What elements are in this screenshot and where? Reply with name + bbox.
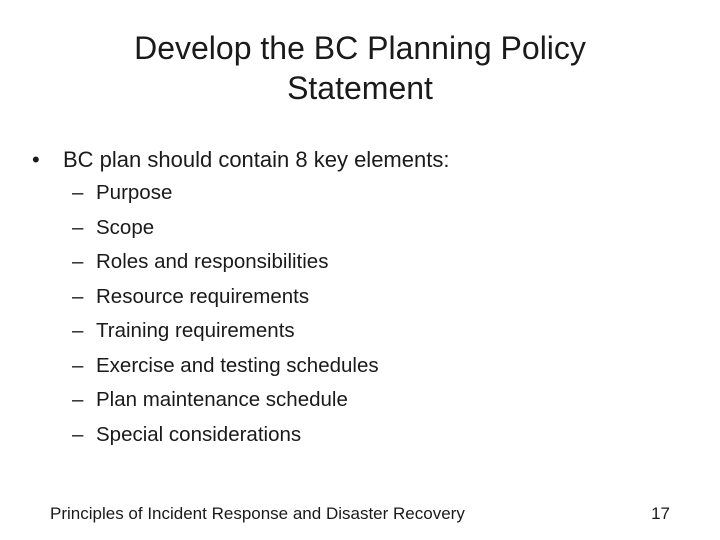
- page-number: 17: [651, 504, 670, 523]
- list-item: [72, 283, 379, 318]
- list-item-text: Roles and responsibilities: [96, 250, 329, 273]
- list-item: [72, 352, 379, 387]
- list-item: [72, 421, 379, 456]
- main-bullet: [32, 146, 449, 174]
- list-item: [72, 179, 379, 214]
- dash-marker: –: [72, 284, 84, 308]
- slide-title: [60, 28, 660, 108]
- list-item-text: Special considerations: [96, 422, 302, 446]
- dash-marker: –: [72, 422, 84, 446]
- list-item-text: Training requirements: [96, 319, 295, 342]
- list-item: [72, 317, 379, 352]
- list-item-text: Plan maintenance schedule: [96, 388, 348, 411]
- list-item-text: Scope: [96, 215, 155, 239]
- list-item-text: Resource requirements: [96, 284, 310, 308]
- dash-marker: –: [72, 181, 84, 204]
- list-item: [72, 214, 379, 249]
- list-item-text: Purpose: [96, 181, 173, 204]
- slide-title-line-2: Statement: [287, 70, 433, 106]
- slide-title-line-1: Develop the BC Planning Policy: [134, 30, 586, 66]
- list-item: [72, 248, 379, 283]
- dash-marker: –: [72, 319, 84, 342]
- dash-marker: –: [72, 388, 84, 411]
- bullet-marker: •: [32, 147, 40, 172]
- list-item-text: Exercise and testing schedules: [96, 353, 379, 377]
- dash-marker: –: [72, 353, 84, 377]
- list-item: [72, 386, 379, 421]
- slide-footer: Principles of Incident Response and Disaster Recovery: [50, 504, 465, 523]
- dash-marker: –: [72, 215, 84, 239]
- dash-marker: –: [72, 250, 84, 273]
- key-elements-list: [72, 179, 379, 455]
- bullet-text: BC plan should contain 8 key elements:: [63, 147, 450, 172]
